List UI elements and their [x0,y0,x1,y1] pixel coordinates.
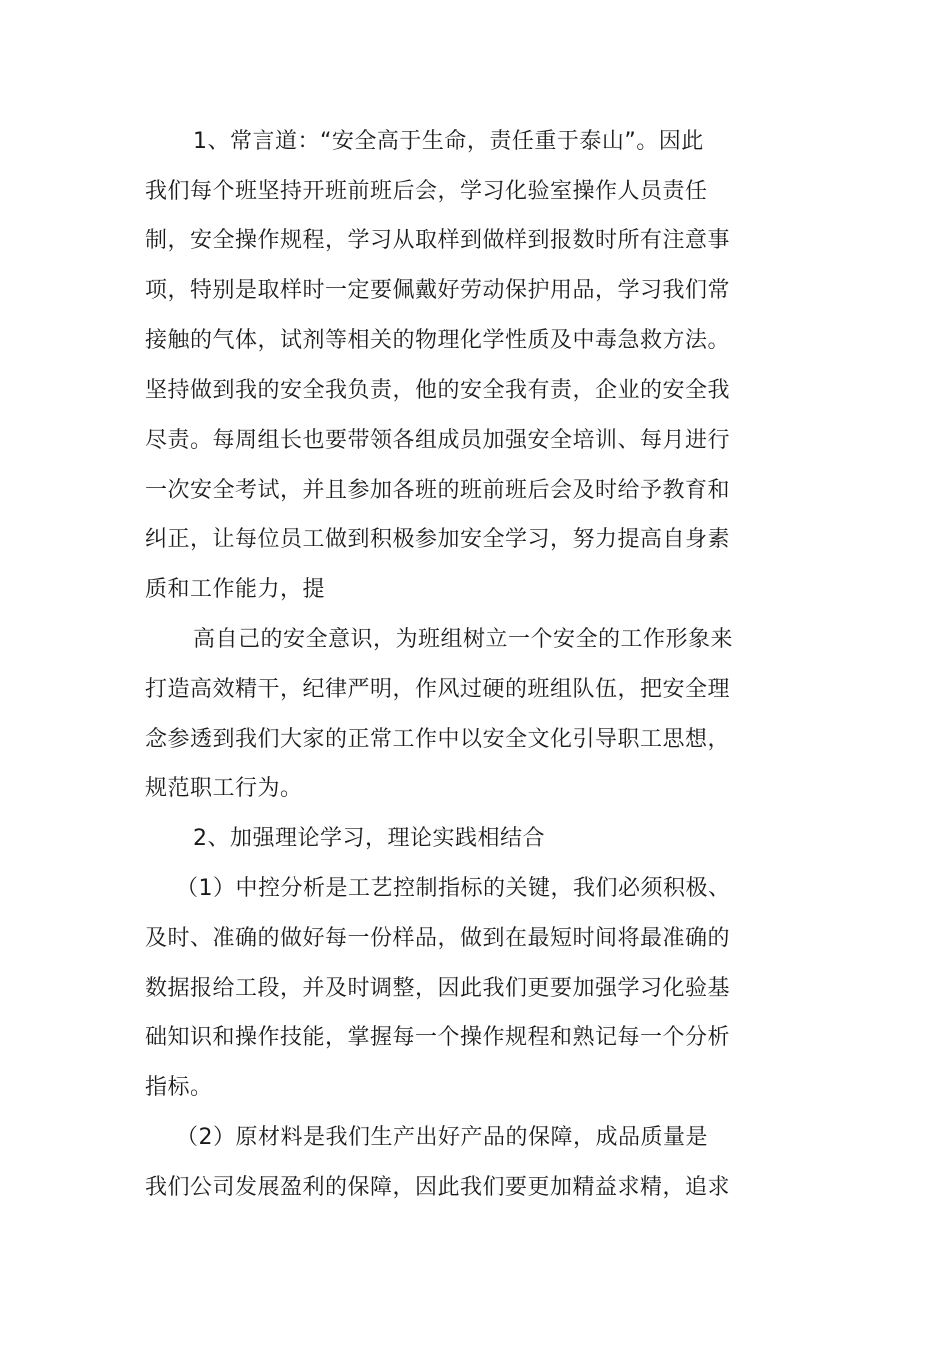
text-line: 础知识和操作技能，掌握每一个操作规程和熟记每一个分析 [145,1025,731,1050]
text-line: 我们公司发展盈利的保障，因此我们要更加精益求精，追求 [145,1175,731,1200]
text-line: 质和工作能力，提 [145,577,326,602]
text-line: 指标。 [145,1075,213,1100]
text-line: 项，特别是取样时一定要佩戴好劳动保护用品，学习我们常 [145,278,731,303]
text-line: （2）原材料是我们生产出好产品的保障，成品质量是 [176,1125,708,1150]
text-line: 打造高效精干，纪律严明，作风过硬的班组队伍，把安全理 [145,677,731,702]
text-line: （1）中控分析是工艺控制指标的关键，我们必须积极、 [176,876,731,901]
text-line: 规范职工行为。 [145,776,303,801]
text-line: 我们每个班坚持开班前班后会，学习化验室操作人员责任 [145,179,708,204]
text-line: 1、常言道：“安全高于生命，责任重于泰山”。因此 [193,129,704,154]
text-line: 制，安全操作规程，学习从取样到做样到报数时所有注意事 [145,228,731,253]
text-line: 一次安全考试，并且参加各班的班前班后会及时给予教育和 [145,478,731,503]
section-heading: 2、加强理论学习，理论实践相结合 [193,826,545,851]
text-line: 尽责。每周组长也要带领各组成员加强安全培训、每月进行 [145,428,731,453]
text-line: 坚持做到我的安全我负责，他的安全我有责，企业的安全我 [145,378,731,403]
text-line: 念参透到我们大家的正常工作中以安全文化引导职工思想， [145,727,731,752]
text-line: 接触的气体，试剂等相关的物理化学性质及中毒急救方法。 [145,328,731,353]
text-line: 数据报给工段，并及时调整，因此我们更要加强学习化验基 [145,976,731,1001]
text-line: 及时、准确的做好每一份样品，做到在最短时间将最准确的 [145,926,731,951]
text-line: 纠正，让每位员工做到积极参加安全学习，努力提高自身素 [145,527,731,552]
text-line: 高自己的安全意识，为班组树立一个安全的工作形象来 [193,627,734,652]
